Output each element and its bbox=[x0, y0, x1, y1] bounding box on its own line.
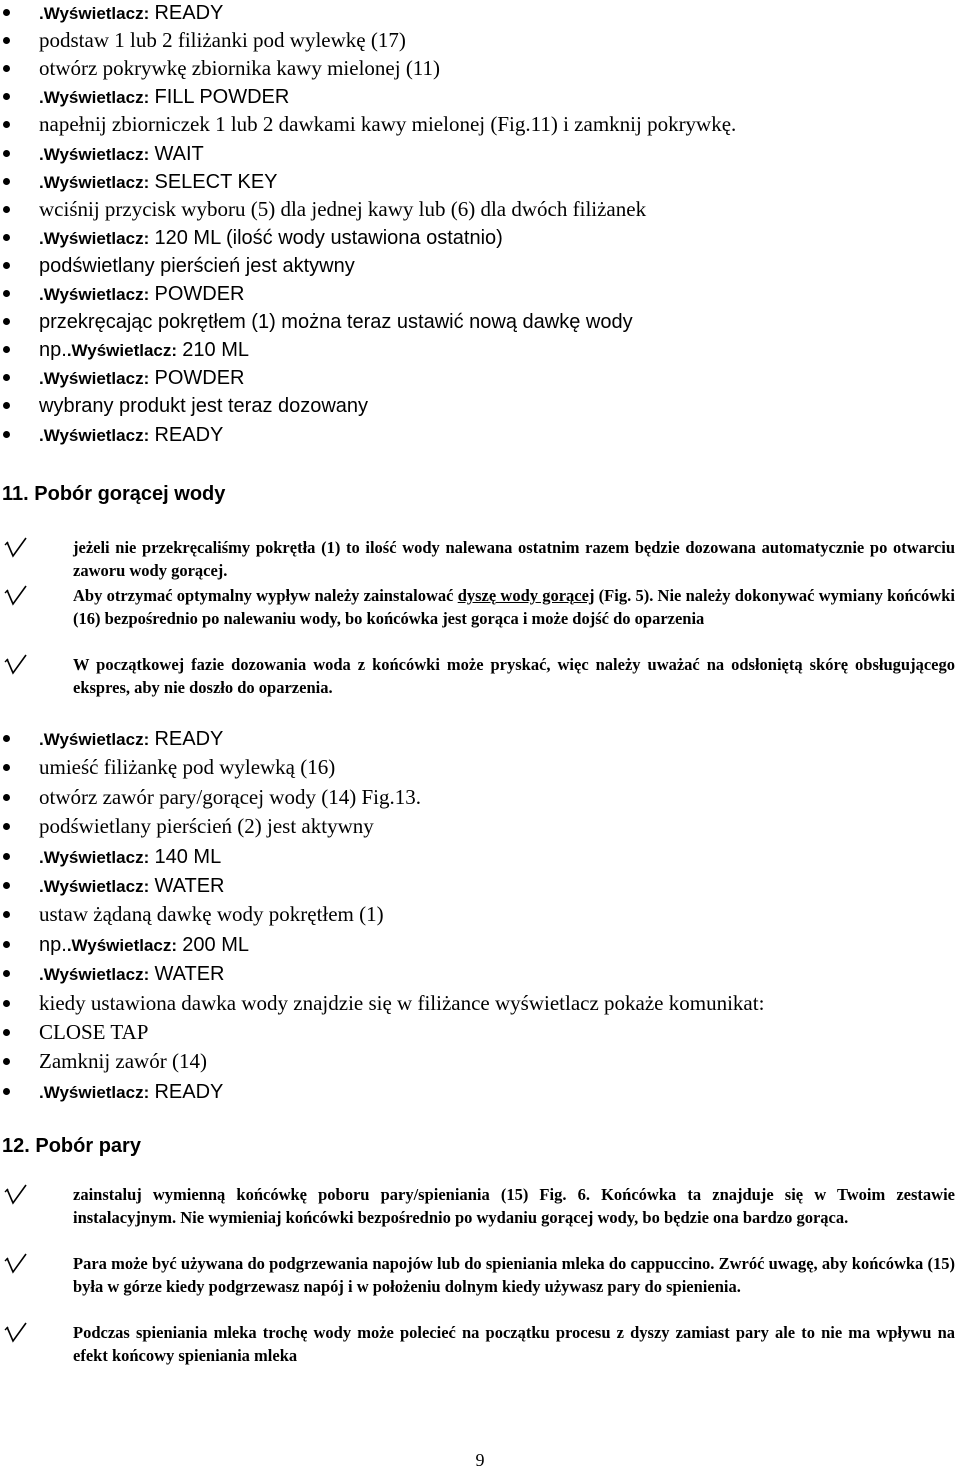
list-item-text bbox=[39, 28, 406, 52]
checkmark-icon bbox=[2, 653, 28, 679]
list-item bbox=[0, 991, 960, 1020]
display-prefix: .Wyświetlacz: bbox=[66, 341, 178, 361]
bullet-icon bbox=[3, 262, 10, 269]
list-item bbox=[0, 169, 960, 197]
list-item-text bbox=[39, 169, 278, 195]
list-item bbox=[0, 28, 960, 56]
list-item bbox=[0, 225, 960, 253]
list-item-text bbox=[39, 253, 355, 278]
list-item bbox=[0, 253, 960, 281]
list-item-text bbox=[39, 197, 646, 221]
note-fragment: Podczas spieniania mleka trochę wody może polecieć na początku procesu z dyszy zamiast pary ale to nie ma wpływu na efekt końcowy spieniania mleka bbox=[73, 1323, 955, 1365]
note-fragment: Para może być używana do podgrzewania napojów lub do spieniania mleka do cappuccino. Zwróć uwagę, aby końcówka (15) była w górze kiedy podgrzewasz napój i w położeniu dolnym kiedy używasz pary do spienienia. bbox=[73, 1254, 955, 1296]
display-value: 200 ML bbox=[182, 933, 250, 956]
list-item bbox=[0, 141, 960, 169]
list-item bbox=[0, 902, 960, 931]
underlined-term: dyszę wody gorącej bbox=[457, 586, 595, 605]
list-item-text bbox=[39, 281, 244, 307]
section-heading: 12. Pobór pary bbox=[2, 1135, 141, 1157]
list-item-text bbox=[39, 1020, 148, 1044]
display-value: READY bbox=[154, 423, 224, 446]
display-value: POWDER bbox=[154, 283, 245, 305]
display-prefix: .Wyświetlacz: bbox=[39, 965, 150, 985]
bullet-icon bbox=[3, 764, 10, 771]
display-prefix: .Wyświetlacz: bbox=[39, 1082, 150, 1102]
bullet-icon bbox=[3, 346, 10, 353]
list-item-text bbox=[39, 755, 335, 779]
bullet-icon bbox=[3, 1029, 10, 1036]
list-item bbox=[0, 0, 960, 28]
display-prefix: .Wyświetlacz: bbox=[39, 88, 150, 108]
list-item bbox=[0, 755, 960, 784]
list-item bbox=[0, 1049, 960, 1078]
list-item bbox=[0, 56, 960, 84]
display-value: FILL POWDER bbox=[154, 86, 290, 109]
bullet-icon bbox=[3, 9, 10, 16]
instruction-text: wybrany produkt jest teraz dozowany bbox=[39, 395, 369, 418]
list-item-text bbox=[39, 365, 244, 391]
display-value: 120 ML (ilość wody ustawiona ostatnio) bbox=[154, 226, 503, 249]
list-item-text bbox=[39, 112, 736, 136]
checkmark-icon bbox=[2, 584, 28, 610]
instruction-text: przekręcając pokrętłem (1) można teraz ustawić nową dawkę wody bbox=[39, 311, 633, 334]
list-item bbox=[0, 785, 960, 814]
bullet-icon bbox=[3, 970, 10, 977]
list-item bbox=[0, 197, 960, 225]
display-prefix: .Wyświetlacz: bbox=[66, 935, 178, 955]
instruction-text: CLOSE TAP bbox=[39, 1020, 149, 1044]
note-fragment: (Fig. 5). Nie należy dokonywać wymiany końcówki (16) bezpośrednio po nalewaniu wody, bo końcówka jest gorąca i może dojść do oparzenia bbox=[73, 586, 955, 628]
instruction-text: wciśnij przycisk wyboru (5) dla jednej kawy lub (6) dla dwóch filiżanek bbox=[39, 196, 647, 221]
list-item-text bbox=[39, 726, 223, 752]
list-item-text bbox=[39, 932, 249, 958]
bullet-icon bbox=[3, 941, 10, 948]
list-item-text bbox=[39, 844, 221, 870]
list-item bbox=[0, 1079, 960, 1108]
bullet-icon bbox=[3, 1058, 10, 1065]
bullet-icon bbox=[3, 735, 10, 742]
list-item bbox=[0, 337, 960, 365]
list-item bbox=[0, 281, 960, 309]
bullet-icon bbox=[3, 1000, 10, 1007]
list-item-text bbox=[39, 785, 421, 809]
bullet-icon bbox=[3, 150, 10, 157]
list-item-text bbox=[39, 873, 224, 899]
list-item-text bbox=[39, 0, 223, 26]
display-lead: np. bbox=[39, 339, 67, 362]
bullet-icon bbox=[3, 290, 10, 297]
list-item bbox=[0, 365, 960, 393]
list-item-text bbox=[39, 1079, 223, 1105]
display-value: READY bbox=[154, 728, 224, 750]
list-item bbox=[0, 814, 960, 843]
list-item-text bbox=[39, 56, 440, 80]
list-item-text bbox=[39, 393, 368, 418]
bullet-icon bbox=[3, 431, 10, 438]
bullet-icon bbox=[3, 402, 10, 409]
bullet-icon bbox=[3, 121, 10, 128]
display-lead: np. bbox=[39, 933, 67, 956]
list-item-text bbox=[39, 309, 633, 334]
list-item-text bbox=[39, 337, 249, 363]
instruction-text: napełnij zbiorniczek 1 lub 2 dawkami kawy mielonej (Fig.11) i zamknij pokrywkę. bbox=[39, 112, 737, 137]
checkmark-icon bbox=[2, 1252, 28, 1278]
display-value: WATER bbox=[154, 963, 225, 986]
list-item bbox=[0, 726, 960, 755]
list-item bbox=[0, 932, 960, 961]
bullet-icon bbox=[3, 1088, 10, 1095]
bullet-icon bbox=[3, 234, 10, 241]
bullet-icon bbox=[3, 374, 10, 381]
note-fragment: W początkowej fazie dozowania woda z końcówki może pryskać, więc należy uważać na odsłoniętą skórę obsługującego ekspres, aby nie doszło do oparzenia. bbox=[73, 655, 955, 697]
note-fragment: Aby otrzymać optymalny wypływ należy zainstalować bbox=[73, 586, 458, 605]
bullet-icon bbox=[3, 65, 10, 72]
display-value: POWDER bbox=[154, 367, 245, 390]
list-item-text bbox=[39, 961, 224, 987]
bullet-icon bbox=[3, 178, 10, 185]
instruction-text: podświetlany pierścień jest aktywny bbox=[39, 254, 355, 277]
instruction-text: kiedy ustawiona dawka wody znajdzie się w filiżance wyświetlacz pokaże komunikat: bbox=[39, 990, 765, 1015]
instruction-text: otwórz zawór pary/gorącej wody (14) Fig.13. bbox=[39, 784, 421, 809]
display-prefix: .Wyświetlacz: bbox=[39, 369, 150, 389]
note-fragment: jeżeli nie przekręcaliśmy pokrętła (1) to ilość wody nalewana ostatnim razem będzie dozowana automatycznie po otwarciu zaworu wody gorącej. bbox=[73, 538, 955, 580]
list-item-text bbox=[39, 1049, 207, 1073]
display-prefix: .Wyświetlacz: bbox=[39, 228, 150, 248]
list-item-text bbox=[39, 991, 764, 1015]
instruction-text: podświetlany pierścień (2) jest aktywny bbox=[39, 814, 374, 839]
display-value: WAIT bbox=[154, 142, 204, 165]
bullet-icon bbox=[3, 206, 10, 213]
note-text bbox=[73, 1321, 955, 1367]
instruction-text: podstaw 1 lub 2 filiżanki pod wylewkę (17) bbox=[39, 28, 406, 53]
checkmark-icon bbox=[2, 1183, 28, 1209]
display-value: SELECT KEY bbox=[154, 170, 278, 193]
bullet-icon bbox=[3, 882, 10, 889]
list-item bbox=[0, 422, 960, 450]
list-item bbox=[0, 84, 960, 112]
checkmark-icon bbox=[2, 536, 28, 562]
note-fragment: zainstaluj wymienną końcówkę poboru pary/spieniania (15) Fig. 6. Końcówka ta znajduje się w Twoim zestawie instalacyjnym. Nie wymieniaj końcówki bezpośrednio po wydaniu gorącej wody, bo będzie ona bardzo gorąca. bbox=[73, 1185, 955, 1227]
display-prefix: .Wyświetlacz: bbox=[39, 877, 150, 896]
list-item bbox=[0, 961, 960, 990]
list-item-text bbox=[39, 141, 204, 167]
display-value: READY bbox=[154, 1080, 224, 1103]
list-item-text bbox=[39, 225, 503, 251]
display-prefix: .Wyświetlacz: bbox=[39, 425, 150, 445]
list-item-text bbox=[39, 84, 289, 110]
instruction-text: Zamknij zawór (14) bbox=[39, 1049, 207, 1074]
section-heading: 11. Pobór gorącej wody bbox=[2, 483, 226, 505]
checkmark-icon bbox=[2, 1321, 28, 1347]
display-prefix: .Wyświetlacz: bbox=[39, 285, 150, 304]
list-item-text bbox=[39, 814, 374, 838]
list-item-text bbox=[39, 422, 223, 448]
instruction-text: umieść filiżankę pod wylewką (16) bbox=[39, 755, 336, 780]
bullet-icon bbox=[3, 853, 10, 860]
list-item bbox=[0, 873, 960, 902]
bullet-icon bbox=[3, 911, 10, 918]
display-value: WATER bbox=[154, 875, 225, 897]
list-item-text bbox=[39, 902, 384, 926]
list-item bbox=[0, 393, 960, 421]
bullet-icon bbox=[3, 823, 10, 830]
list-item bbox=[0, 1020, 960, 1049]
note-text bbox=[73, 584, 955, 630]
list-item bbox=[0, 309, 960, 337]
instruction-text: otwórz pokrywkę zbiornika kawy mielonej (11) bbox=[39, 56, 441, 81]
bullet-icon bbox=[3, 794, 10, 801]
instruction-text: ustaw żądaną dawkę wody pokrętłem (1) bbox=[39, 902, 384, 927]
bullet-icon bbox=[3, 37, 10, 44]
bullet-icon bbox=[3, 318, 10, 325]
display-value: 210 ML bbox=[182, 339, 250, 362]
display-value: READY bbox=[154, 2, 224, 24]
display-prefix: .Wyświetlacz: bbox=[39, 847, 150, 867]
display-prefix: .Wyświetlacz: bbox=[39, 144, 150, 164]
display-value: 140 ML bbox=[154, 845, 222, 868]
display-prefix: .Wyświetlacz: bbox=[39, 172, 150, 192]
bullet-icon bbox=[3, 93, 10, 100]
display-prefix: .Wyświetlacz: bbox=[39, 730, 150, 749]
list-item bbox=[0, 112, 960, 140]
display-prefix: .Wyświetlacz: bbox=[39, 4, 150, 23]
note-text bbox=[73, 653, 955, 699]
note-text bbox=[73, 536, 955, 582]
note-text bbox=[73, 1252, 955, 1298]
page-number: 9 bbox=[475, 1450, 485, 1470]
list-item bbox=[0, 844, 960, 873]
note-text bbox=[73, 1183, 955, 1229]
